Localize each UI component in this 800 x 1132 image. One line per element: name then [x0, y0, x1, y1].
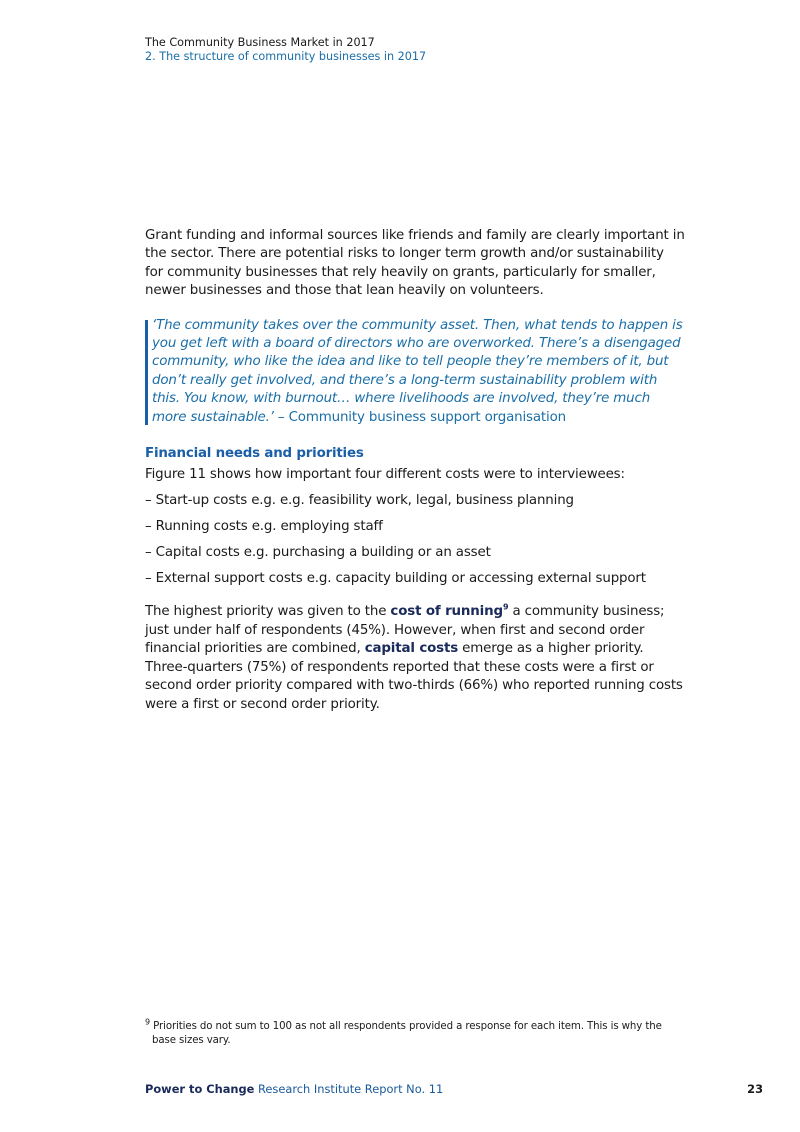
quote-paragraph [152, 317, 685, 427]
footer-org-name: Power to Change [145, 1082, 255, 1096]
text-run: emerge as a higher priority. Three-quarters (75%) of respondents reported that these costs were a first or second order priority compared with two-thirds (66%) who reported running costs were a first or second order priority. [145, 641, 683, 712]
text-run: a community business; just under half of respondents (45%). However, when first and second order financial priorities are combined, [145, 604, 665, 657]
running-header [145, 36, 426, 64]
cost-list [145, 492, 685, 588]
quote-bar [145, 320, 148, 425]
emphasis-capital-costs: capital costs [364, 641, 459, 657]
footnote-marker: 9 [145, 1017, 150, 1027]
list-item: – Start-up costs e.g. e.g. feasibility work, legal, business planning [145, 493, 574, 509]
paragraph-priorities [145, 603, 685, 713]
quote-text: ‘The community takes over the community asset. Then, what tends to happen is you get left with a board of directors who are overworked. There’s a disengaged community, who like the idea and like to tell people they’re members of it, but don’t really get involved, and there’s a long-term sustainability problem with this. You know, with burnout… where livelihoods are involved, they’re much more sustainable.’ [152, 317, 683, 425]
list-item: – Capital costs e.g. purchasing a building or an asset [145, 545, 491, 561]
footnote-continuation: base sizes vary. [152, 1035, 231, 1046]
section-subheading: Financial needs and priorities [145, 446, 364, 462]
section-title: 2. The structure of community businesses in 2017 [145, 50, 427, 63]
figure-intro: Figure 11 shows how important four different costs were to interviewees: [145, 467, 625, 483]
paragraph-grant-funding: Grant funding and informal sources like friends and family are clearly important in the sector. There are potential risks to longer term growth and/or sustainability for community businesses that rely heavily on grants, particularly for smaller, newer businesses and those that lean heavily on volunteers. [145, 228, 685, 299]
footnote [145, 1017, 685, 1048]
page-number: 23 [747, 1082, 763, 1096]
document-title: The Community Business Market in 2017 [145, 36, 375, 49]
quote-attribution: – Community business support organisation [273, 409, 566, 425]
text-run: The highest priority was given to the [145, 604, 391, 620]
list-item: – External support costs e.g. capacity building or accessing external support [145, 571, 646, 587]
page-footer [145, 1082, 763, 1096]
emphasis-cost-of-running: cost of running [390, 604, 503, 620]
main-content [145, 227, 685, 714]
footnote-text: Priorities do not sum to 100 as not all respondents provided a response for each item. This is why the [150, 1021, 662, 1032]
footnote-reference[interactable]: 9 [502, 603, 509, 612]
list-item: – Running costs e.g. employing staff [145, 519, 383, 535]
footer-report-name: Research Institute Report No. 11 [254, 1082, 444, 1096]
blockquote [145, 317, 685, 427]
